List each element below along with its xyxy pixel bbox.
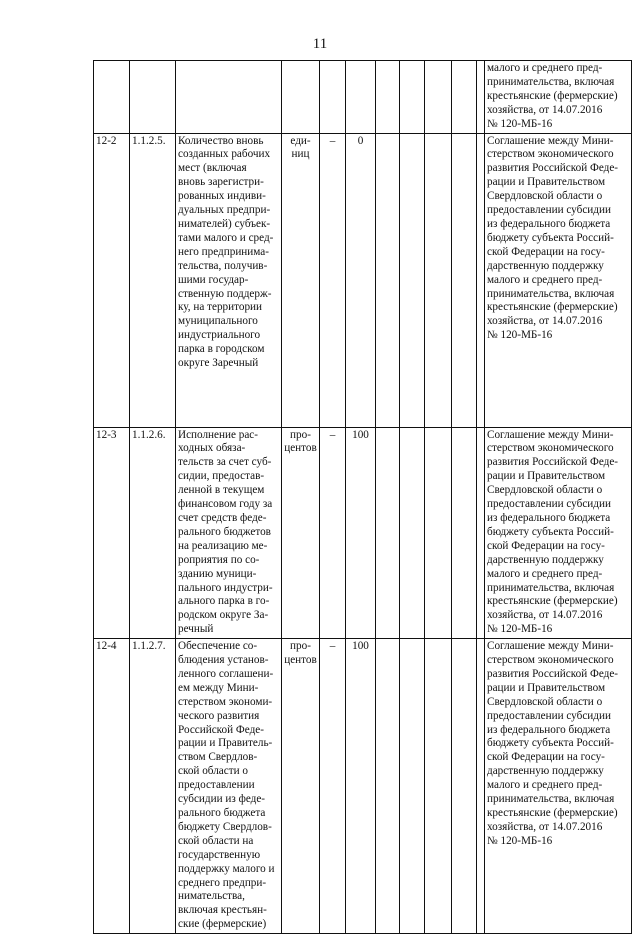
empty-year-cell <box>376 639 400 934</box>
unit-cell <box>282 61 320 134</box>
unit-cell: про- центов <box>282 639 320 934</box>
measure-code <box>130 61 176 134</box>
source-text: Соглашение между Мини- стерством экономического развития Российской Феде- рации и Правительством Свердловской области о предоставлении субсидии из федерального бюджета бюджету субъекта Россий- ской Федерации на госу- дарственную поддержку малого и среднего пред- принимательства, включая крестьянские (фермерские) хозяйства, от 14.07.2016 № 120-МБ-16 <box>485 639 632 934</box>
row-number: 12-2 <box>94 133 130 427</box>
empty-year-cell <box>425 427 452 639</box>
empty-year-cell <box>452 133 477 427</box>
empty-year-cell <box>452 61 477 134</box>
measure-code: 1.1.2.6. <box>130 427 176 639</box>
empty-year-cell <box>477 639 485 934</box>
row-number <box>94 61 130 134</box>
empty-year-cell <box>376 61 400 134</box>
source-text: Соглашение между Мини- стерством экономического развития Российской Феде- рации и Правительством Свердловской области о предоставлении субсидии из федерального бюджета бюджету субъекта Россий- ской Федерации на госу- дарственную поддержку малого и среднего пред- принимательства, включая крестьянские (фермерские) хозяйства, от 14.07.2016 № 120-МБ-16 <box>485 133 632 427</box>
empty-year-cell <box>400 639 425 934</box>
base-value <box>320 61 346 134</box>
empty-year-cell <box>376 133 400 427</box>
indicator-name: Количество вновь созданных рабочих мест (включая вновь зарегистри- рованных индиви- дуальных предпри- нимателей) субъек- тами малого и сред- него предпринима- тельства, получив- шими государ- ственную поддерж- ку, на территории муниципального индустриального парка в городском округе Заречный <box>176 133 282 427</box>
table-row <box>94 133 632 427</box>
empty-year-cell <box>477 133 485 427</box>
empty-year-cell <box>425 639 452 934</box>
target-value: 100 <box>346 427 376 639</box>
table-row <box>94 639 632 934</box>
empty-year-cell <box>425 61 452 134</box>
target-value: 100 <box>346 639 376 934</box>
empty-year-cell <box>477 61 485 134</box>
target-value: 0 <box>346 133 376 427</box>
measure-code: 1.1.2.5. <box>130 133 176 427</box>
base-value: – <box>320 427 346 639</box>
empty-year-cell <box>452 427 477 639</box>
target-value <box>346 61 376 134</box>
empty-year-cell <box>376 427 400 639</box>
source-text: Соглашение между Мини- стерством экономического развития Российской Феде- рации и Правительством Свердловской области о предоставлении субсидии из федерального бюджета бюджету субъекта Россий- ской Федерации на госу- дарственную поддержку малого и среднего пред- принимательства, включая крестьянские (фермерские) хозяйства, от 14.07.2016 № 120-МБ-16 <box>485 427 632 639</box>
unit-cell: про- центов <box>282 427 320 639</box>
measure-code: 1.1.2.7. <box>130 639 176 934</box>
base-value: – <box>320 639 346 934</box>
empty-year-cell <box>477 427 485 639</box>
indicators-table <box>93 60 632 934</box>
row-number: 12-4 <box>94 639 130 934</box>
empty-year-cell <box>400 61 425 134</box>
empty-year-cell <box>400 427 425 639</box>
empty-year-cell <box>425 133 452 427</box>
indicator-name: Исполнение рас- ходных обяза- тельств за счет суб- сидии, предостав- ленной в текущем финансовом году за счет средств феде- рального бюджетов на реализацию ме- роприятия по со- зданию муници- пального индустри- ального парка в го- родском округе За- речный <box>176 427 282 639</box>
unit-cell: еди- ниц <box>282 133 320 427</box>
indicator-name: Обеспечение со- блюдения установ- ленного соглашени- ем между Мини- стерством экономи- ческого развития Российской Феде- рации и Правитель- ством Свердлов- ской области о предоставлении субсидии из феде- рального бюджета бюджету Свердлов- ской области на государственную поддержку малого и среднего предпри- нимательства, включая крестьян- ские (фермерские) <box>176 639 282 934</box>
page-number: 11 <box>312 36 328 52</box>
source-text: малого и среднего пред- принимательства, включая крестьянские (фермерские) хозяйства, от 14.07.2016 № 120-МБ-16 <box>485 61 632 134</box>
indicator-name <box>176 61 282 134</box>
empty-year-cell <box>400 133 425 427</box>
table-row <box>94 427 632 639</box>
table-row <box>94 61 632 134</box>
base-value: – <box>320 133 346 427</box>
row-number: 12-3 <box>94 427 130 639</box>
empty-year-cell <box>452 639 477 934</box>
